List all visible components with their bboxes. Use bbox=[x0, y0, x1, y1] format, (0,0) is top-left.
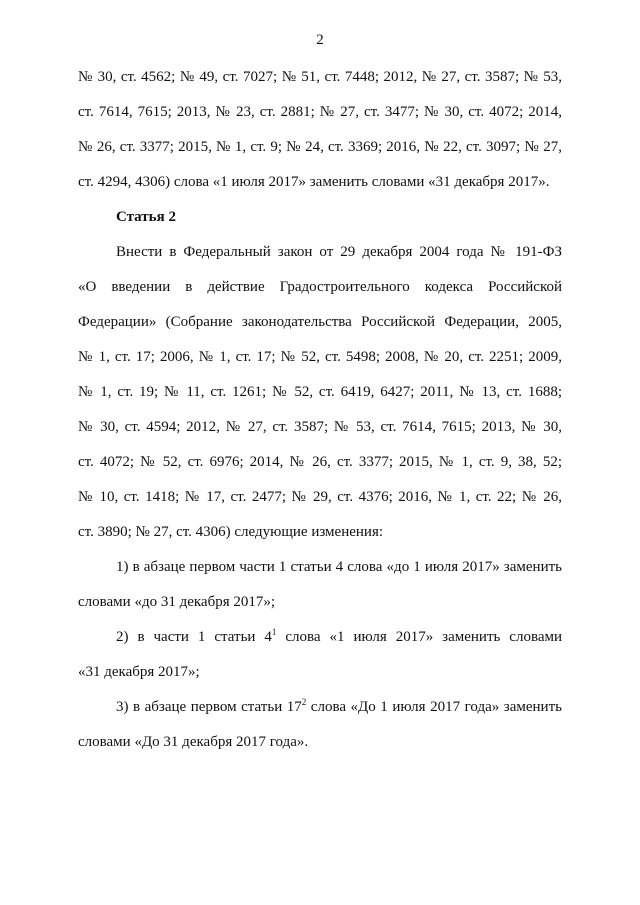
text-line: ст. 7614, 7615; 2013, № 23, ст. 2881; № 27, ст. 3477; № 30, ст. 4072; 2014, bbox=[78, 104, 562, 120]
text-line: № 30, ст. 4562; № 49, ст. 7027; № 51, ст. 7448; 2012, № 27, ст. 3587; № 53, bbox=[78, 69, 562, 85]
text-line: № 1, ст. 19; № 11, ст. 1261; № 52, ст. 6419, 6427; 2011, № 13, ст. 1688; bbox=[78, 384, 562, 400]
item-3-text-after: слова «До 1 июля 2017 года» заменить bbox=[306, 699, 562, 715]
text-line: № 1, ст. 17; 2006, № 1, ст. 17; № 52, ст. 5498; 2008, № 20, ст. 2251; 2009, bbox=[78, 349, 562, 365]
article-heading: Статья 2 bbox=[116, 209, 176, 225]
item-2-line-2: «31 декабря 2017»; bbox=[78, 664, 200, 680]
item-3-text-before: 3) в абзаце первом статьи 17 bbox=[116, 699, 302, 715]
text-line: «О введении в действие Градостроительного кодекса Российской bbox=[78, 279, 562, 295]
item-1-line-1: 1) в абзаце первом части 1 статьи 4 слова «до 1 июля 2017» заменить bbox=[116, 559, 562, 575]
text-line: ст. 4072; № 52, ст. 6976; 2014, № 26, ст. 3377; 2015, № 1, ст. 9, 38, 52; bbox=[78, 454, 562, 470]
item-2-line-1 bbox=[116, 628, 562, 646]
item-2-text-after: слова «1 июля 2017» заменить словами bbox=[276, 629, 563, 645]
text-line: ст. 3890; № 27, ст. 4306) следующие изменения: bbox=[78, 524, 384, 540]
text-line: № 10, ст. 1418; № 17, ст. 2477; № 29, ст. 4376; 2016, № 1, ст. 22; № 26, bbox=[78, 489, 562, 505]
item-3-superscript: 2 bbox=[301, 697, 307, 707]
text-line: Федерации» (Собрание законодательства Российской Федерации, 2005, bbox=[78, 314, 562, 330]
item-3-line-1 bbox=[116, 698, 562, 716]
item-1-line-2: словами «до 31 декабря 2017»; bbox=[78, 594, 276, 610]
item-2-superscript: 1 bbox=[271, 627, 277, 637]
item-3-line-2: словами «До 31 декабря 2017 года». bbox=[78, 734, 309, 750]
item-2-text-before: 2) в части 1 статьи 4 bbox=[116, 629, 272, 645]
text-line: № 26, ст. 3377; 2015, № 1, ст. 9; № 24, ст. 3369; 2016, № 22, ст. 3097; № 27, bbox=[78, 139, 562, 155]
text-line: ст. 4294, 4306) слова «1 июля 2017» заменить словами «31 декабря 2017». bbox=[78, 174, 550, 190]
text-line: № 30, ст. 4594; 2012, № 27, ст. 3587; № 53, ст. 7614, 7615; 2013, № 30, bbox=[78, 419, 562, 435]
page-number: 2 bbox=[316, 32, 324, 48]
text-line: Внести в Федеральный закон от 29 декабря 2004 года № 191-ФЗ bbox=[116, 244, 562, 260]
